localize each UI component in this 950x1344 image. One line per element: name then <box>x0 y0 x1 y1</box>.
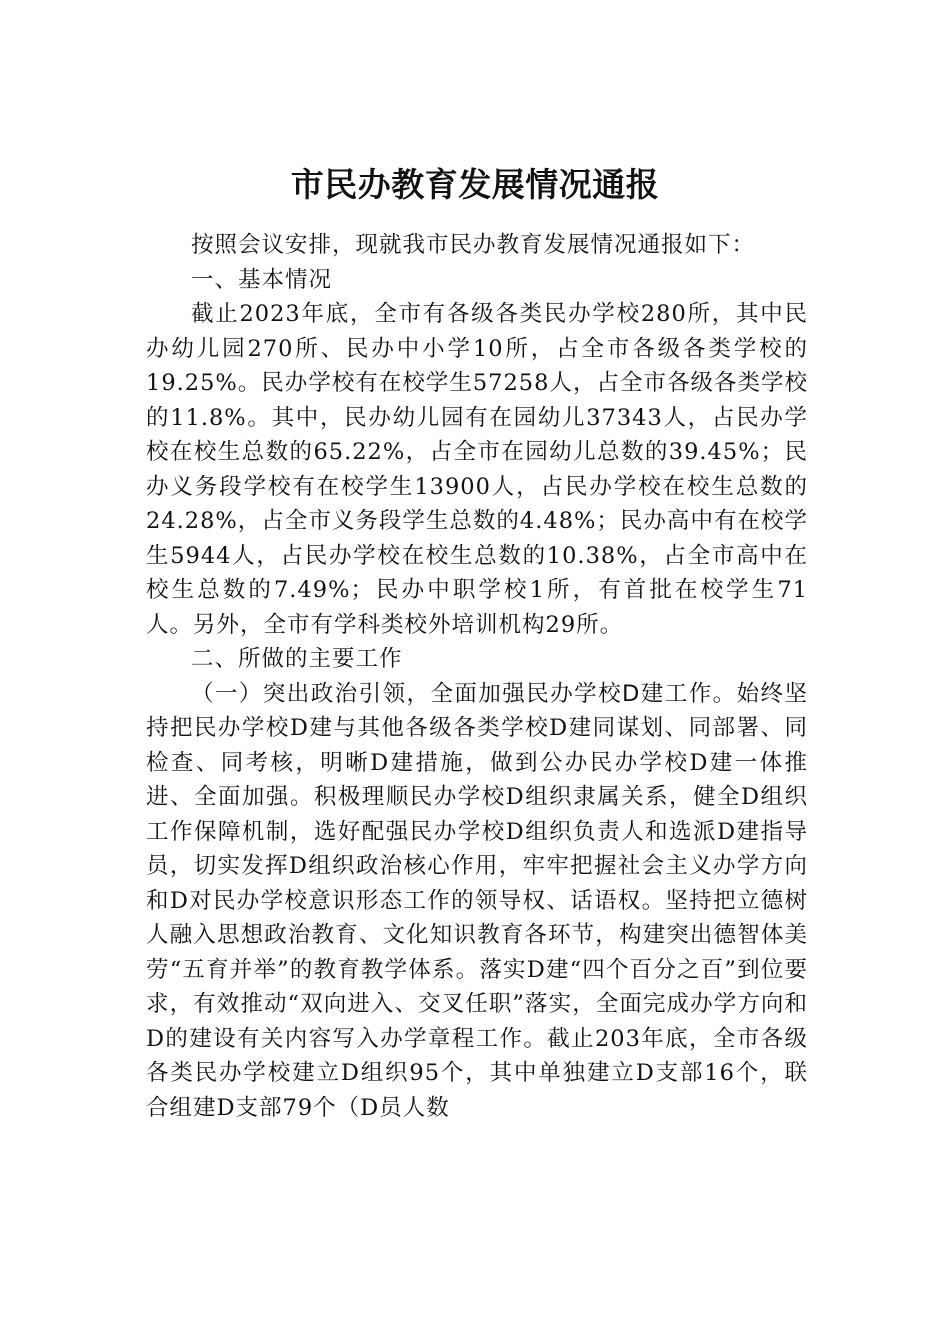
main-work-item-1-lead: （一）突出政治引领，全面加强民办学校D建工作。 <box>191 680 737 707</box>
intro-paragraph: 按照会议安排，现就我市民办教育发展情况通报如下： <box>191 232 756 258</box>
document-title: 市民办教育发展情况通报 <box>290 165 660 204</box>
main-work-item-1-paragraph <box>146 677 808 1126</box>
main-work-item-1-body: 始终坚持把民办学校D建与其他各级各类学校D建同谋划、同部署、同检查、同考核，明晰D建措施，做到公办民办学校D建一体推进、全面加强。积极理顺民办学校D组织隶属关系，健全D组织工作保障机制，选好配强民办学校D组织负责人和选派D建指导员，切实发挥D组织政治核心作用，牢牢把握社会主义办学方向和D对民办学校意识形态工作的领导权、话语权。坚持把立德树人融入思想政治教育、文化知识教育各环节，构建突出德智体美劳“五育并举”的教育教学体系。落实D建“四个百分之百”到位要求，有效推动“双向进入、交叉任职”落实，全面完成办学方向和D的建设有关内容写入办学章程工作。截止203年底，全市各级各类民办学校建立D组织95个，其中单独建立D支部16个，联合组建D支部79个（D员人数 <box>146 680 808 1121</box>
basic-situation-paragraph: 截止2023年底，全市有各级各类民办学校280所，其中民办幼儿园270所、民办中小学10所，占全市各级各类学校的19.25%。民办学校有在校学生57258人，占全市各级各类学校的11.8%。其中，民办幼儿园有在园幼儿37343人，占民办学校在校生总数的65.22%，占全市在园幼儿总数的39.45%；民办义务段学校有在校学生13900人，占民办学校在校生总数的24.28%，占全市义务段学生总数的4.48%；民办高中有在校学生5944人，占民办学校在校生总数的10.38%，占全市高中在校生总数的7.49%；民办中职学校1所，有首批在校学生71人。另外，全市有学科类校外培训机构29所。 <box>146 301 808 638</box>
section-heading-main-work: 二、所做的主要工作 <box>191 646 403 672</box>
section-heading-basic-situation: 一、基本情况 <box>191 266 333 293</box>
document-body <box>146 228 808 1125</box>
